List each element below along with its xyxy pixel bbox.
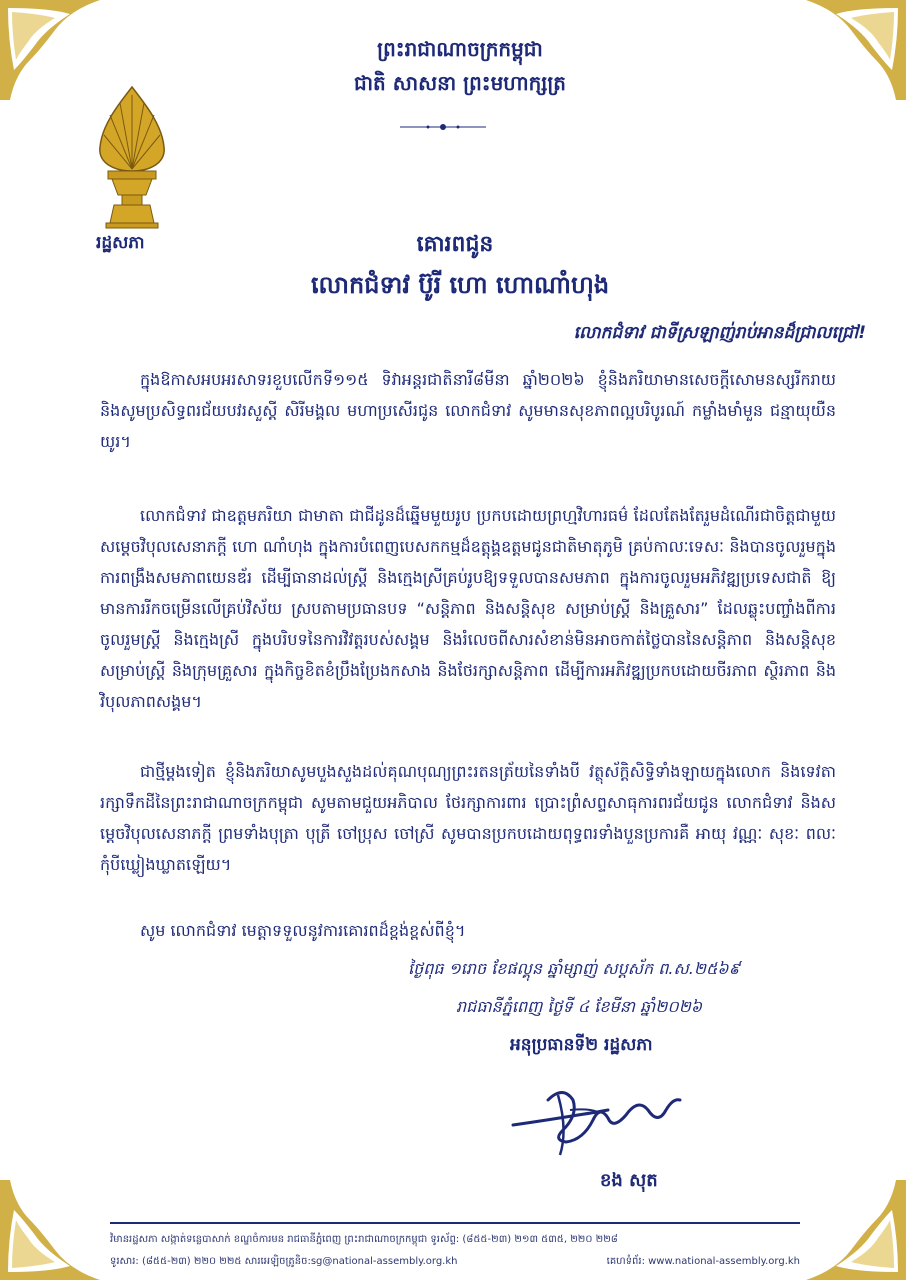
national-assembly-emblem (88, 85, 176, 230)
signer-title: អនុប្រធានទី២ រដ្ឋសភា (510, 1035, 653, 1055)
salutation-respect: គោរពជូន (416, 232, 494, 257)
body-paragraph-2: លោកជំទាវ ជាឧត្តមភរិយា ជាមាតា ជាជីដូនដ៏ឆ្នើមមួយរូប ប្រកបដោយព្រហ្មវិហារធម៌ ដែលតែងតែរួមដំណើរជាចិត្តជាមួយ សម្តេចវិបុលសេនាភក្តី ហោ ណាំហុង ក្នុងការបំពេញបេសកកម្មដ៏ឧត្តុង្គឧត្តមជូនជាតិមាតុភូមិ គ្រប់កាលៈទេសៈ និងបានចូលរួមក្នុងការពង្រឹងសមភាពយេនឌ័រ ដើម្បីធានាដល់ស្ត្រី និងក្មេងស្រីគ្រប់រូបឱ្យទទួលបានសមភាព ក្នុងការចូលរួមអភិវឌ្ឍប្រទេសជាតិ ឱ្យមានការរីកចម្រើនលើគ្រប់វិស័យ ស្របតាមប្រធានបទ “សន្តិភាព និងសន្តិសុខ សម្រាប់ស្ត្រី និងគ្រួសារ” ដែលឆ្លុះបញ្ចាំងពីការចូលរួមស្ត្រី និងក្មេងស្រី ក្នុងបរិបទនៃការវិវត្តរបស់សង្គម និងរំលេចពីសារសំខាន់មិនអាចកាត់ថ្លៃបាននៃសន្តិភាព និងសន្តិសុខ សម្រាប់ស្ត្រី និងក្រុមគ្រួសារ ក្នុងកិច្ចខិតខំប្រឹងប្រែងកសាង និងថែរក្សាសន្តិភាព ដើម្បីការអភិវឌ្ឍប្រកបដោយចីរភាព ស្ថិរភាព និងវិបុលភាពសង្គម។ (100, 506, 836, 711)
lunar-date: ថ្ងៃពុធ ១រោច ខែផល្គុន ឆ្នាំម្សាញ់ សប្តស័ក ព.ស.២៥៦៩ (408, 959, 740, 978)
body-paragraph-3: ជាថ្មីម្តងទៀត ខ្ញុំនិងភរិយាសូមបួងសួងដល់គុណបុណ្យព្រះរតនត្រ័យនៃទាំងបី វត្ថុស័ក្តិសិទ្ធិទាំងឡាយក្នុងលោក និងទេវតារក្សាទឹកដីនៃព្រះរាជាណាចក្រកម្ពុជា សូមតាមជួយអភិបាល ថែរក្សាការពារ ប្រោះព្រំសព្ទសាធុការពរជ័យជូន លោកជំទាវ និងសម្តេចវិបុលសេនាភក្តី ព្រមទាំងបុត្រា បុត្រី ចៅប្រុស ចៅស្រី សូមបានប្រកបដោយពុទ្ធពរទាំងបួនប្រការគឺ អាយុ វណ្ណៈ សុខៈ ពលៈ កុំបីឃ្លៀងឃ្លាតឡើយ។ (100, 762, 836, 874)
kingdom-heading: ព្រះរាជាណាចក្រកម្ពុជា (377, 37, 543, 61)
heading-divider-ornament (398, 122, 488, 132)
corner-ornament-top-left (0, 0, 100, 100)
footer-rule (110, 1222, 800, 1224)
footer-website: គេហទំព័រ: www.national-assembly.org.kh (606, 1256, 800, 1267)
body-paragraph-4: សូម លោកជំទាវ មេត្តាទទួលនូវការគោរពដ៏ខ្ពង់ខ្ពស់ពីខ្ញុំ។ (140, 921, 466, 940)
corner-ornament-bottom-left (0, 1180, 100, 1280)
handwritten-signature (508, 1070, 688, 1160)
institution-label: រដ្ឋសភា (96, 233, 145, 253)
place-date: រាជធានីភ្នំពេញ ថ្ងៃទី ៤ ខែមីនា ឆ្នាំ២០២៦ (456, 997, 703, 1016)
footer-address: វិមានរដ្ឋសភា សង្កាត់ទន្លេបាសាក់ ខណ្ឌចំការមន រាជធានីភ្នំពេញ ព្រះរាជាណាចក្រកម្ពុជា ទូរស័ព្ទ: (៨៥៥-២៣) ២១៣ ៥៣៥, ២២០ ២២៨ (110, 1234, 618, 1245)
footer-contacts (110, 1254, 800, 1269)
greeting-line: លោកជំទាវ ជាទីស្រឡាញ់រាប់អានដ៏ជ្រាលជ្រៅ! (573, 323, 866, 343)
body-paragraph-1: ក្នុងឱកាសអបអរសាទរខួបលើកទី១១៥ ទិវាអន្តរជាតិនារី៨មីនា ឆ្នាំ២០២៦ ខ្ញុំនិងភរិយាមានសេចក្តីសោមនស្សរីករាយ និងសូមប្រសិទ្ធពរជ័យបវរសួស្តី សិរីមង្គល មហាប្រសើរជូន លោកជំទាវ សូមមានសុខភាពល្អបរិបូរណ៍ កម្លាំងមាំមួន ជន្មាយុយឺនយូរ។ (100, 370, 836, 451)
corner-ornament-bottom-right (806, 1180, 906, 1280)
footer-fax-email: ទូរសារ: (៨៥៥-២៣) ២២០ ២២៥ សារអេឡិចត្រូនិច:sg@national-assembly.org.kh (110, 1256, 458, 1267)
recipient-name: លោកជំទាវ ប៊ូរី ហោ ហោណាំហុង (310, 271, 610, 299)
corner-ornament-top-right (806, 0, 906, 100)
motto-heading: ជាតិ សាសនា ព្រះមហាក្សត្រ (354, 71, 566, 95)
signer-name: ខង សុត (600, 1170, 658, 1191)
